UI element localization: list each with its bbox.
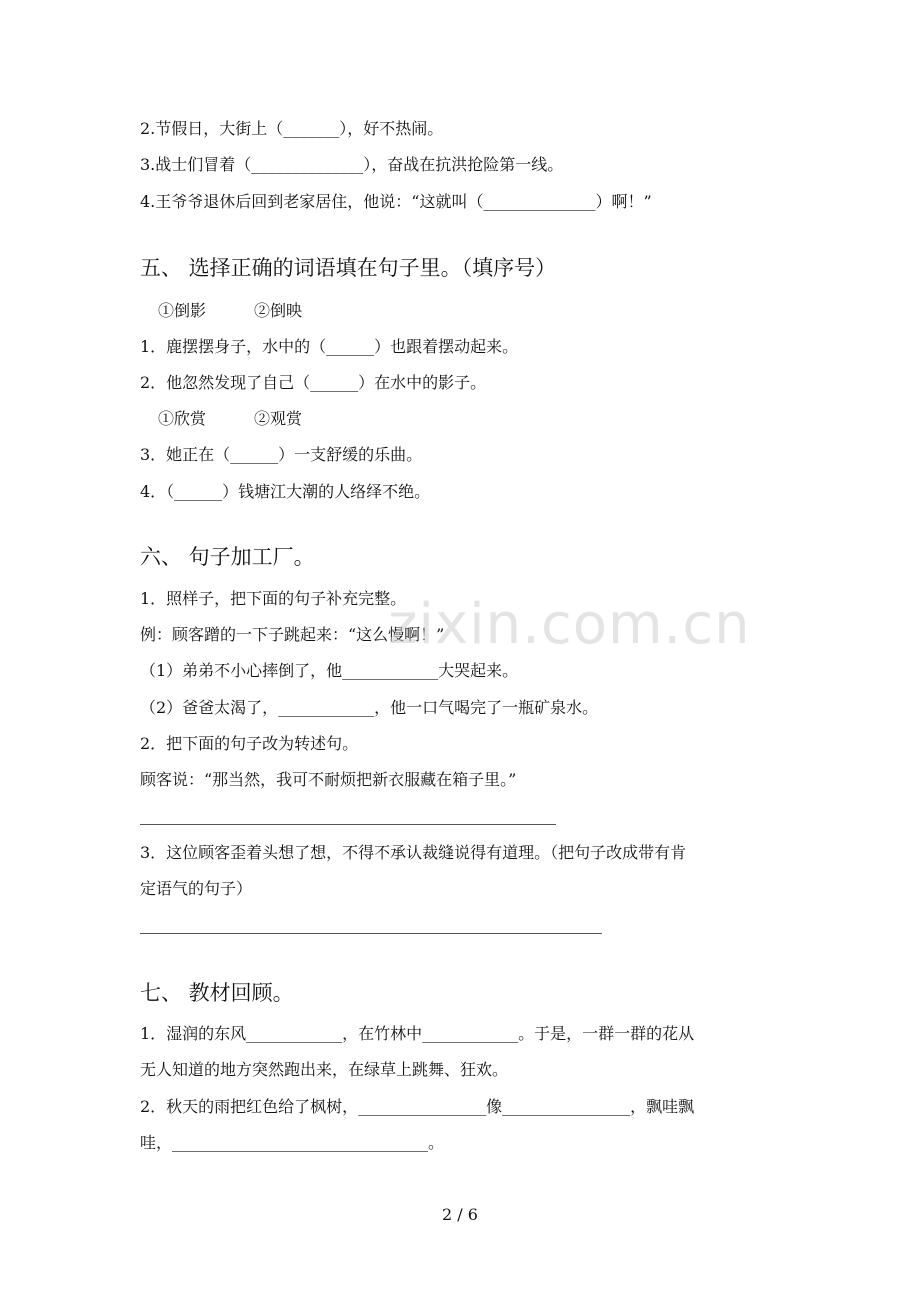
question-line: 1．鹿摆摆身子，水中的（______）也跟着摆动起来。 (140, 337, 519, 356)
section-7-title: 七、 教材回顾。 (140, 981, 294, 1005)
page-number: 2 / 6 (442, 1205, 478, 1224)
section-6-title: 六、 句子加工厂。 (140, 545, 315, 569)
watermark: zixin.com.cn (388, 592, 751, 657)
section-5-title: 五、 选择正确的词语填在句子里。（填序号） (140, 256, 557, 280)
question-line: （1）弟弟不小心摔倒了，他____________大哭起来。 (140, 661, 519, 680)
question-line: 4．（______）钱塘江大潮的人络绎不绝。 (140, 482, 431, 501)
question-line: 3．她正在（______）一支舒缓的乐曲。 (140, 445, 423, 464)
question-line: 4.王爷爷退休后回到老家居住，他说：“这就叫（______________）啊！” (140, 192, 652, 211)
word-options: ①倒影 ②倒映 (158, 301, 303, 320)
question-line: 1．照样子，把下面的句子补充完整。 (140, 589, 407, 608)
question-line: 哇，________________________________。 (140, 1133, 445, 1152)
word-options: ①欣赏 ②观赏 (158, 409, 303, 428)
question-line: 3.战士们冒着（______________），奋战在抗洪抢险第一线。 (140, 155, 564, 174)
quote-line: 顾客说：“那当然，我可不耐烦把新衣服藏在箱子里。” (140, 770, 517, 789)
question-line: （2）爸爸太渴了，____________，他一口气喝完了一瓶矿泉水。 (140, 698, 599, 717)
question-line: 2．他忽然发现了自己（______）在水中的影子。 (140, 373, 487, 392)
answer-line (140, 824, 556, 825)
question-line: 2．秋天的雨把红色给了枫树，________________像________________，飘哇飘 (140, 1097, 695, 1116)
question-line: 2．把下面的句子改为转述句。 (140, 734, 359, 753)
question-line: 1．湿润的东风____________，在竹林中____________。于是，一群一群的花从 (140, 1024, 695, 1043)
question-line: 定语气的句子） (140, 879, 253, 898)
answer-line (140, 933, 602, 934)
example-line: 例：顾客蹭的一下子跳起来：“这么慢啊！” (140, 625, 445, 644)
question-line: 3．这位顾客歪着头想了想，不得不承认裁缝说得有道理。（把句子改成带有肯 (140, 843, 687, 862)
question-line: 2.节假日，大街上（_______），好不热闹。 (140, 119, 444, 138)
question-line: 无人知道的地方突然跑出来，在绿草上跳舞、狂欢。 (140, 1060, 509, 1079)
